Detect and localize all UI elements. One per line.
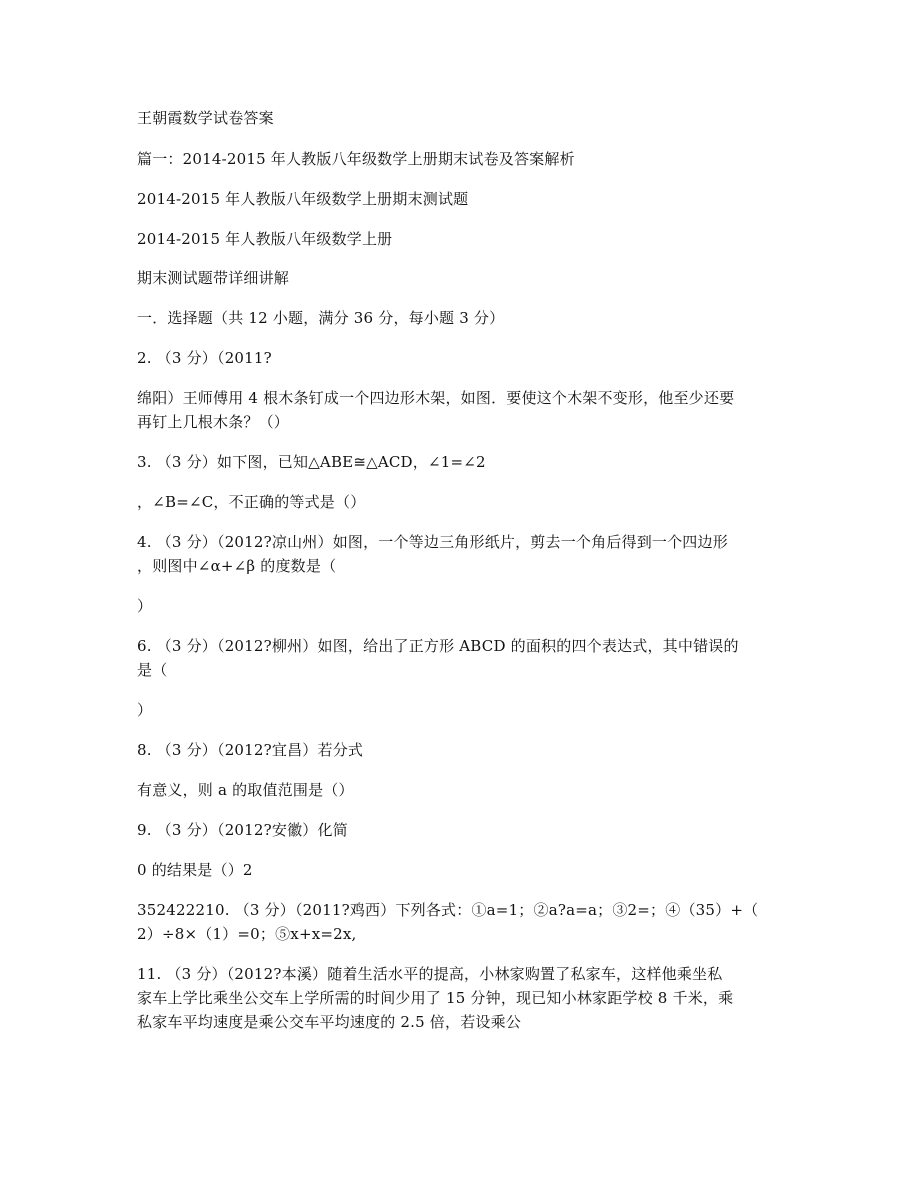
question-9-header: 9. （3 分）（2012?安徽）化简: [137, 821, 348, 839]
section-heading: 一．选择题（共 12 小题，满分 36 分，每小题 3 分）: [137, 309, 505, 327]
document-title: 王朝霞数学试卷答案: [137, 109, 274, 127]
question-4-line-1: 4. （3 分）（2012?凉山州）如图，一个等边三角形纸片，剪去一个角后得到一个四边形: [137, 533, 728, 551]
question-2-header: 2. （3 分）（2011?: [137, 349, 272, 367]
test-title: 2014-2015 年人教版八年级数学上册期末测试题: [137, 190, 469, 208]
article-heading: 篇一：2014-2015 年人教版八年级数学上册期末试卷及答案解析: [137, 150, 575, 168]
question-3-body: ，∠B=∠C，不正确的等式是（）: [137, 493, 366, 511]
question-8-header: 8. （3 分）（2012?宜昌）若分式: [137, 741, 364, 759]
question-2-body-line-2: 再钉上几根木条？（）: [137, 413, 290, 431]
question-6-line-1: 6. （3 分）（2012?柳州）如图，给出了正方形 ABCD 的面积的四个表达式，其中错误的: [137, 637, 739, 655]
question-4-line-2: ，则图中∠α+∠β 的度数是（: [137, 557, 337, 575]
question-4-line-3: ）: [137, 597, 153, 615]
question-6-line-2: 是（: [137, 661, 168, 679]
test-subtitle: 2014-2015 年人教版八年级数学上册: [137, 230, 393, 248]
question-3-header: 3. （3 分）如下图，已知△ABE≅△ACD，∠1=∠2: [137, 453, 486, 471]
question-11-line-3: 私家车平均速度是乘公交车平均速度的 2.5 倍，若设乘公: [137, 1013, 521, 1031]
test-description: 期末测试题带详细讲解: [137, 269, 290, 287]
question-10-line-1: 352422210. （3 分）（2011?鸡西）下列各式：①a=1；②a?a=a；③2=；④（35）+（: [137, 901, 759, 919]
question-8-body: 有意义，则 a 的取值范围是（）: [137, 781, 354, 799]
question-2-body-line-1: 绵阳）王师傅用 4 根木条钉成一个四边形木架，如图．要使这个木架不变形，他至少还要: [137, 389, 735, 407]
question-6-line-3: ）: [137, 701, 153, 719]
question-9-body: 0 的结果是（）2: [137, 861, 253, 879]
question-10-line-2: 2）÷8×（1）=0；⑤x+x=2x,: [137, 925, 357, 943]
question-11-line-1: 11. （3 分）（2012?本溪）随着生活水平的提高，小林家购置了私家车，这样他乘坐私: [137, 965, 723, 983]
question-11-line-2: 家车上学比乘坐公交车上学所需的时间少用了 15 分钟，现已知小林家距学校 8 千米，乘: [137, 989, 734, 1007]
